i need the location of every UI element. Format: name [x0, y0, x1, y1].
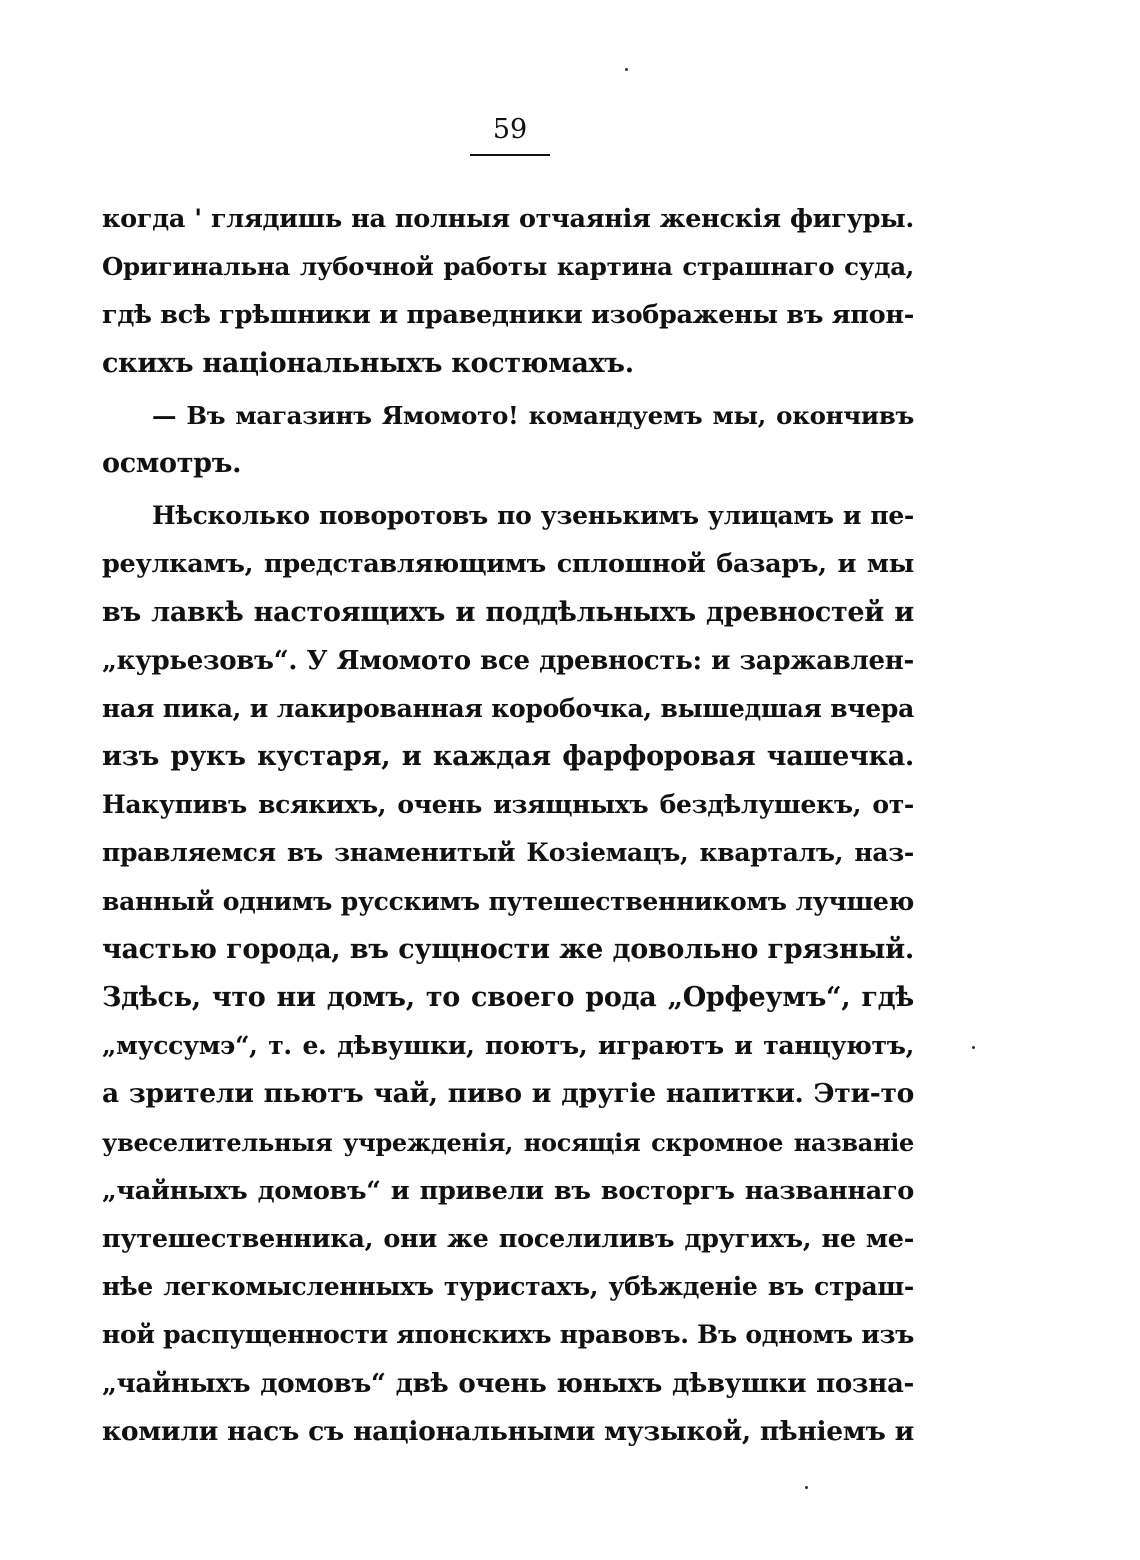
text-line: гдѣ всѣ грѣшники и праведники изображены въ япон-	[102, 300, 914, 331]
text-line: ванный однимъ русскимъ путешественникомъ лучшею	[102, 886, 914, 916]
text-line: ной распущенности японскихъ нравовъ. Въ одномъ изъ	[102, 1320, 914, 1350]
print-speck	[972, 1046, 975, 1049]
text-line: скихъ національныхъ костюмахъ.	[102, 347, 634, 379]
text-line: Накупивъ всякихъ, очень изящныхъ бездѣлушекъ, от-	[102, 790, 914, 820]
text-line: Нѣсколько поворотовъ по узенькимъ улицамъ и пе-	[152, 501, 914, 531]
text-line: „чайныхъ домовъ“ и привели въ восторгъ названнаго	[102, 1175, 914, 1206]
text-line: увеселительныя учрежденія, носящія скромное названіе	[102, 1127, 914, 1157]
text-line: ная пика, и лакированная коробочка, вышедшая вчера	[102, 693, 914, 723]
text-line: а зрители пьютъ чай, пиво и другіе напитки. Эти-то	[102, 1078, 914, 1110]
body-text	[102, 195, 914, 1456]
text-line: путешественника, они же поселиливъ другихъ, не ме-	[102, 1223, 914, 1254]
text-line: нѣе легкомысленныхъ туристахъ, убѣжденіе въ страш-	[102, 1272, 914, 1302]
paragraph	[102, 195, 914, 388]
text-line: Оригинальна лубочной работы картина страшнаго суда,	[102, 252, 914, 282]
page-number: 59	[492, 114, 528, 145]
page-number-rule	[470, 154, 550, 156]
print-speck	[625, 68, 628, 71]
text-line: въ лавкѣ настоящихъ и поддѣльныхъ древностей и	[102, 596, 914, 628]
text-line: „курьезовъ“. У Ямомото все древность: и заржавлен-	[102, 645, 914, 676]
paragraph	[102, 392, 914, 488]
print-speck	[805, 1486, 808, 1489]
text-line: когда ' глядишь на полныя отчаянія женскія фигуры.	[102, 204, 914, 234]
text-line: — Въ магазинъ Ямомото! командуемъ мы, окончивъ	[152, 400, 914, 430]
text-line: правляемся въ знаменитый Козіемацъ, кварталъ, наз-	[102, 838, 914, 868]
text-line: „чайныхъ домовъ“ двѣ очень юныхъ дѣвушки позна-	[102, 1368, 914, 1399]
paragraph	[102, 492, 914, 1456]
text-line: „муссумэ“, т. е. дѣвушки, поютъ, играютъ и танцуютъ,	[102, 1031, 914, 1061]
text-line: реулкамъ, представляющимъ сплошной базаръ, и мы	[102, 549, 914, 580]
text-line: осмотръ.	[102, 447, 242, 479]
text-line: Здѣсь, что ни домъ, то своего рода „Орфеумъ“, гдѣ	[102, 982, 914, 1013]
text-line: изъ рукъ кустаря, и каждая фарфоровая чашечка.	[102, 741, 914, 773]
text-line: частью города, въ сущности же довольно грязный.	[102, 933, 914, 965]
text-line: комили насъ съ національными музыкой, пѣніемъ и	[102, 1415, 914, 1447]
